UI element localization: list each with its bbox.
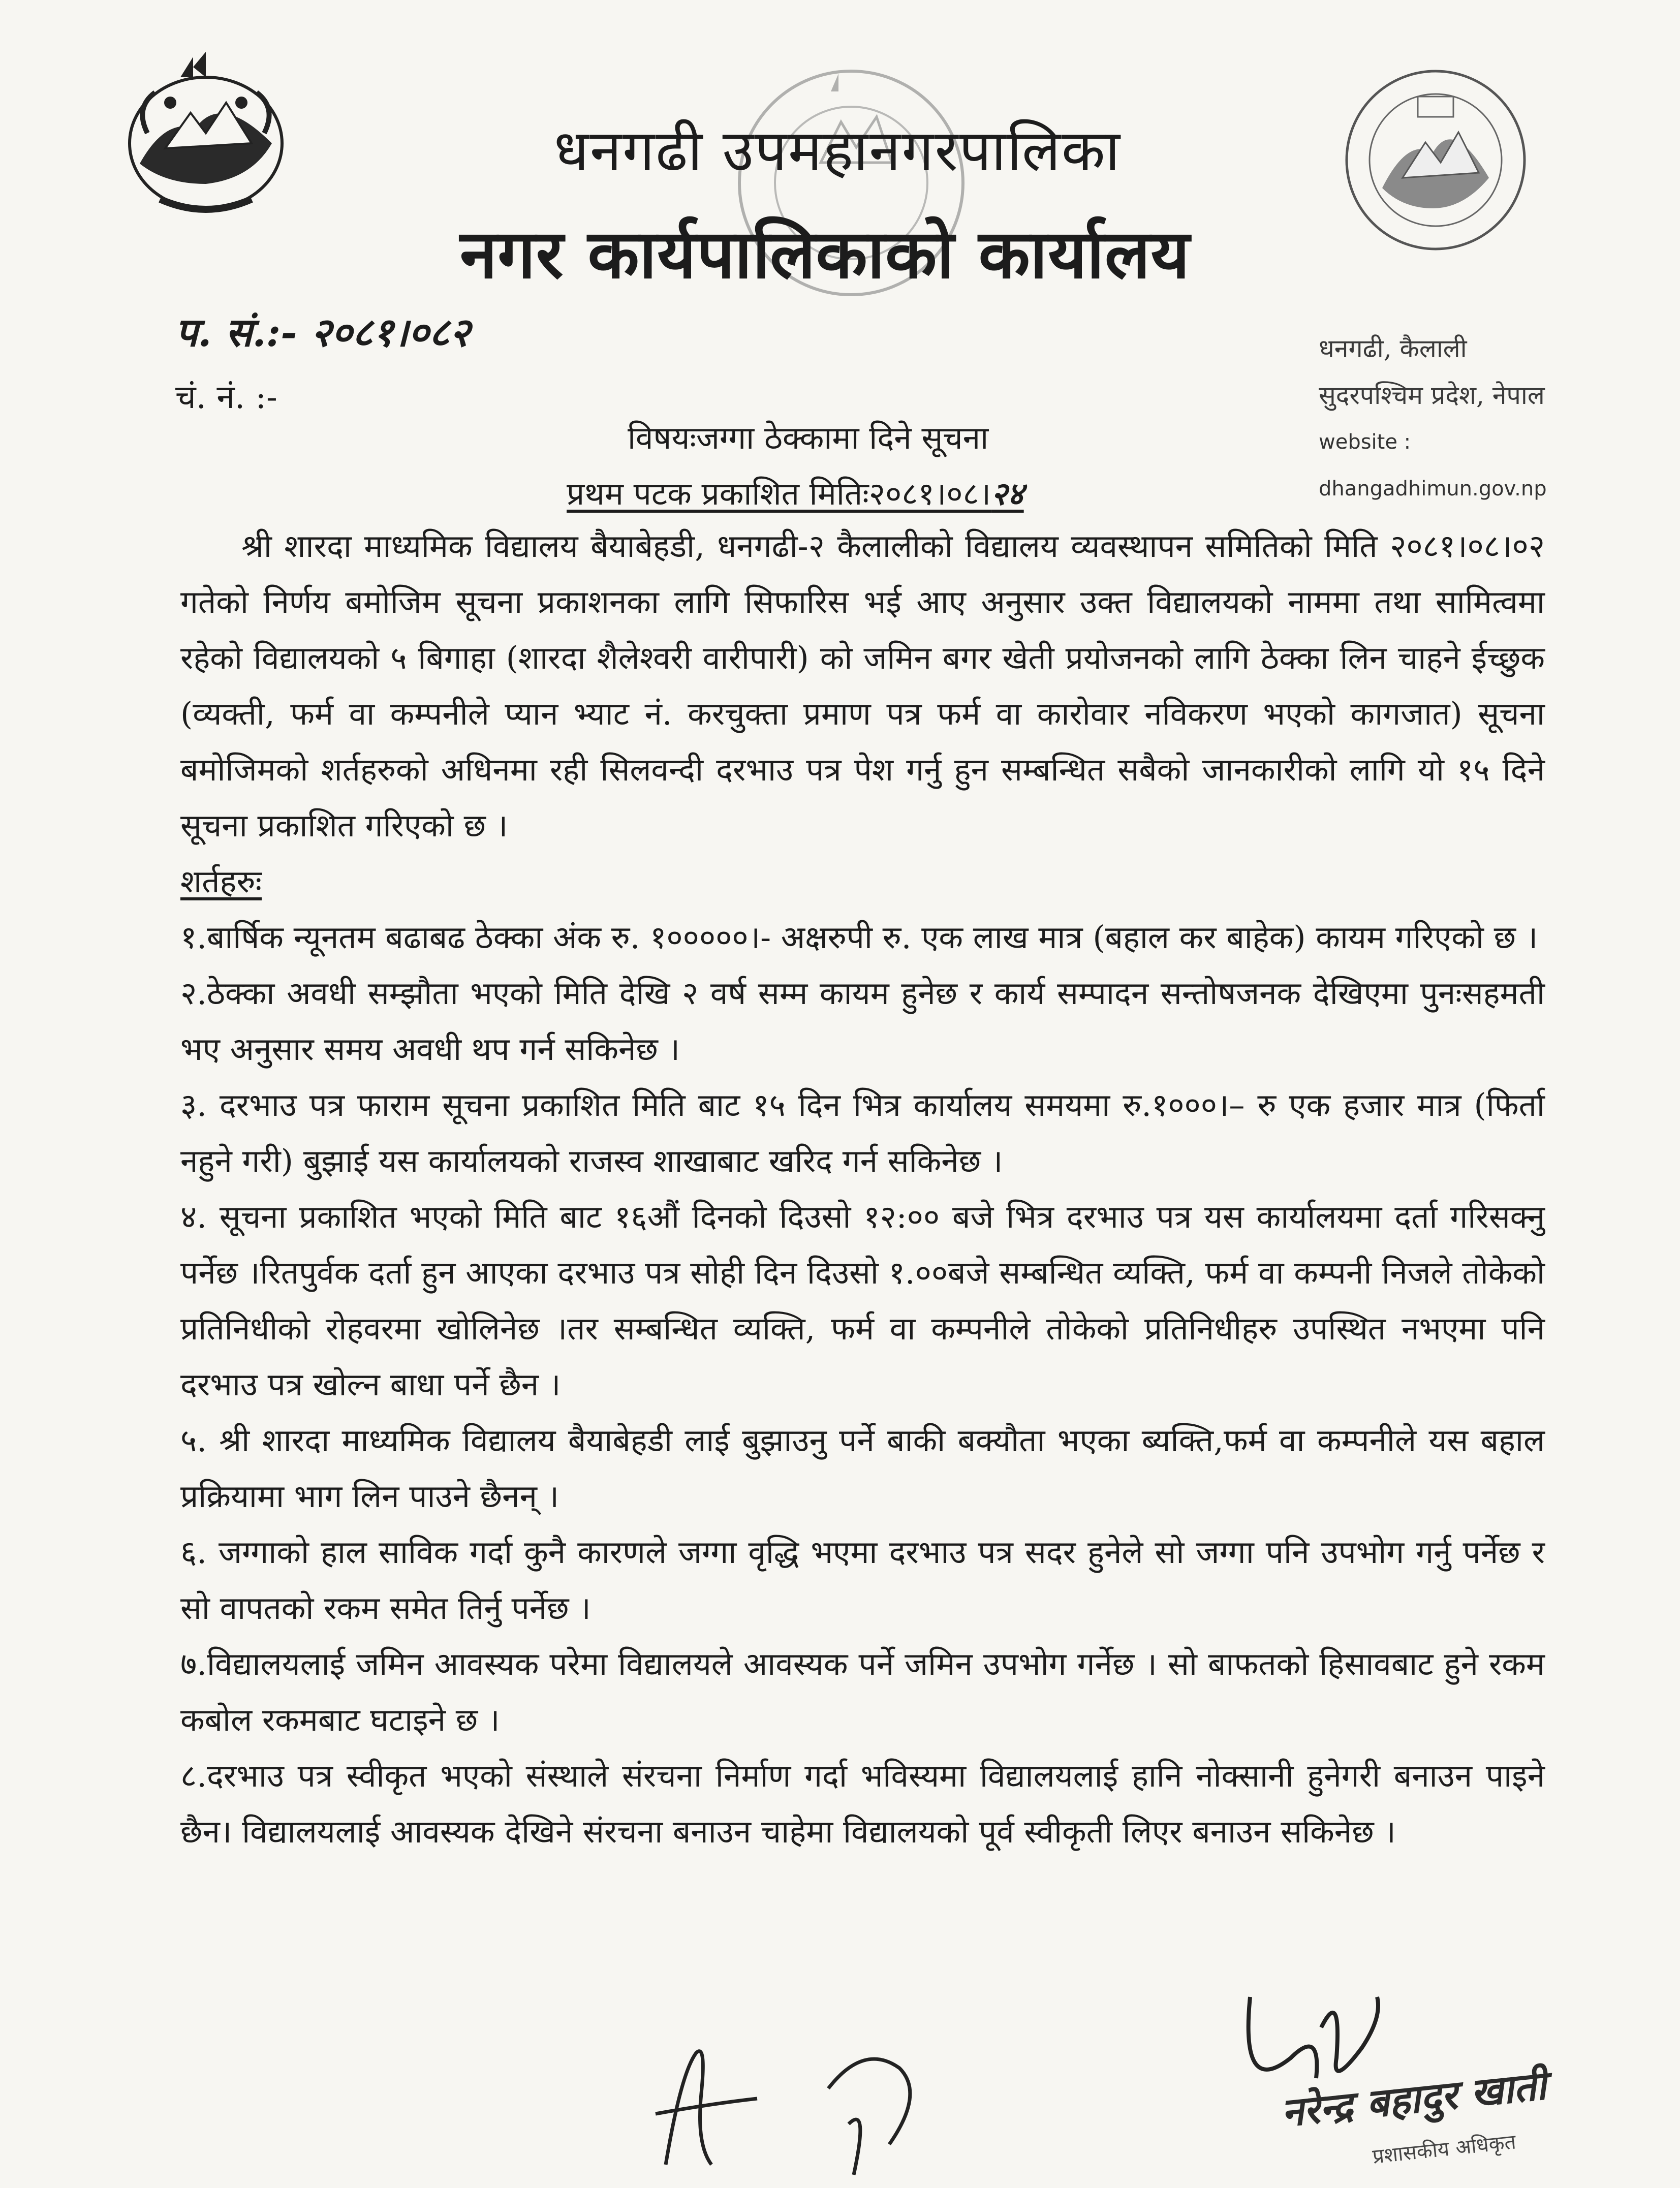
website-text: website : dhangadhimun.gov.np — [1319, 430, 1547, 501]
publication-date-label: प्रथम पटक प्रकाशित मितिः२०८१।०८। — [567, 475, 991, 512]
condition-item: ८.दरभाउ पत्र स्वीकृत भएको संस्थाले संरचना निर्माण गर्दा भविस्यमा विद्यालयलाई हानि नोक्सानी हुनेगरी बनाउन पाइने छैन। विद्यालयलाई आवस्यक देखिने संरचना बनाउन चाहेमा विद्यालयको पूर्व स्वीकृती लिएर बनाउन सकिनेछ । — [180, 1757, 1545, 1850]
conditions-heading: शर्तहरुः — [180, 863, 262, 900]
condition-item: ४. सूचना प्रकाशित भएको मिति बाट १६औं दिनको दिउसो १२:०० बजे भित्र दरभाउ पत्र यस कार्यालयमा दर्ता गरिसक्नु पर्नेछ ।रितपुर्वक दर्ता हुन आएका दरभाउ पत्र सोही दिन दिउसो १.००बजे सम्बन्धित व्यक्ति, फर्म वा कम्पनी निजले तोकेको प्रतिनिधीको रोहवरमा खोलिनेछ ।तर सम्बन्धित व्यक्ति, फर्म वा कम्पनीले तोकेको प्रतिनिधीहरु उपस्थित नभएमा पनि दरभाउ पत्र खोल्न बाधा पर्ने छैन । — [180, 1198, 1545, 1403]
handwritten-signature-icon — [635, 2012, 991, 2188]
signatory-title: प्रशासकीय अधिकृत — [1371, 2130, 1517, 2169]
office-address — [1319, 325, 1644, 512]
condition-item: ३. दरभाउ पत्र फाराम सूचना प्रकाशित मिति बाट १५ दिन भित्र कार्यालय समयमा रु.१०००।– रु एक हजार मात्र (फिर्ता नहुने गरी) बुझाई यस कार्यालयको राजस्व शाखाबाट खरिद गर्न सकिनेछ । — [180, 1086, 1545, 1179]
office-seal-icon — [1342, 66, 1530, 254]
signatory-name: नरेन्द्र बहादुर खाती — [1279, 2062, 1548, 2137]
notice-subject: विषयःजग्गा ठेक्कामा दिने सूचना — [628, 419, 989, 456]
condition-item: ६. जग्गाको हाल साविक गर्दा कुनै कारणले जग्गा वृद्धि भएमा दरभाउ पत्र सदर हुनेले सो जग्गा पनि उपभोग गर्नु पर्नेछ र सो वापतको रकम समेत तिर्नु पर्नेछ । — [180, 1534, 1545, 1627]
nepal-emblem-icon — [104, 47, 307, 225]
condition-item: ५. श्री शारदा माध्यमिक विद्यालय बैयाबेहडी लाई बुझाउनु पर्ने बाकी बक्यौता भएका ब्यक्ति,फर्म वा कम्पनीले यस बहाल प्रक्रियामा भाग लिन पाउने छैनन् । — [180, 1422, 1545, 1515]
dispatch-number: चं. नं. :- — [175, 379, 277, 416]
office-name: नगर कार्यपालिकाको कार्यालय — [460, 215, 1190, 294]
address-line-1: धनगढी, कैलाली — [1319, 334, 1467, 363]
publication-date — [567, 472, 1024, 514]
reference-number: प. सं.:- २०८१।०८२ — [175, 309, 471, 356]
notice-intro: श्री शारदा माध्यमिक विद्यालय बैयाबेहडी, धनगढी-२ कैलालीको विद्यालय व्यवस्थापन समितिको मिति २०८१।०८।०२ गतेको निर्णय बमोजिम सूचना प्रकाशनका लागि सिफारिस भई आए अनुसार उक्त विद्यालयको नाममा तथा सामित्वमा रहेको विद्यालयको ५ बिगाहा (शारदा शैलेश्वरी वारीपारी) को जमिन बगर खेती प्रयोजनको लागि ठेक्का लिन चाहने ईच्छुक (व्यक्ती, फर्म वा कम्पनीले प्यान भ्याट नं. करचुक्ता प्रमाण पत्र फर्म वा कारोवार नविकरण भएको कागजात) सूचना बमोजिमको शर्तहरुको अधिनमा रही सिलवन्दी दरभाउ पत्र पेश गर्नु हुन सम्बन्धित सबैको जानकारीको लागि यो १५ दिने सूचना प्रकाशित गरिएको छ । — [180, 527, 1545, 844]
condition-item: १.बार्षिक न्यूनतम बढाबढ ठेक्का अंक रु. १०००००।- अक्षरुपी रु. एक लाख मात्र (बहाल कर बाहेक) कायम गरिएको छ । — [180, 919, 1538, 956]
notice-body — [180, 518, 1545, 1860]
condition-item: २.ठेक्का अवधी सम्झौता भएको मिति देखि २ वर्ष सम्म कायम हुनेछ र कार्य सम्पादन सन्तोषजनक देखिएमा पुनःसहमती भए अनुसार समय अवधी थप गर्न सकिनेछ । — [180, 975, 1545, 1068]
condition-item: ७.विद्यालयलाई जमिन आवस्यक परेमा विद्यालयले आवस्यक पर्ने जमिन उपभोग गर्नेछ । सो बाफतको हिसावबाट हुने रकम कबोल रकमबाट घटाइने छ । — [180, 1645, 1545, 1738]
org-name: धनगढी उपमहानगरपालिका — [554, 118, 1121, 184]
publication-date-day: २४ — [991, 475, 1024, 512]
address-line-2: सुदरपश्चिम प्रदेश, नेपाल — [1319, 381, 1545, 410]
